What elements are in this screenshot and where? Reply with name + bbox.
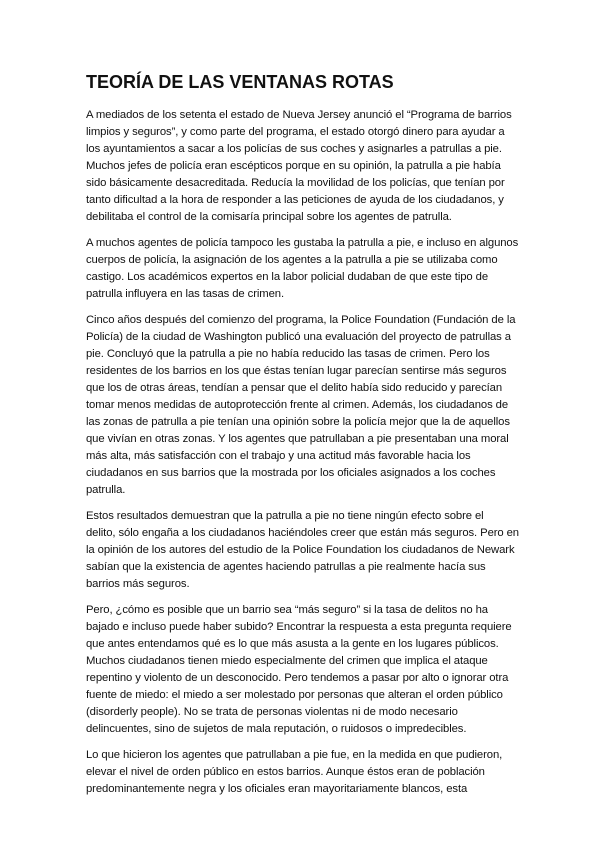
paragraph	[86, 107, 518, 226]
text-line: sabían que la existencia de agentes haciendo patrullas a pie realmente hacía sus	[86, 561, 486, 573]
text-line: Pero, ¿cómo es posible que un barrio sea “más seguro” si la tasa de delitos no ha	[86, 604, 488, 616]
text-line: barrios más seguros.	[86, 578, 190, 590]
text-line: ciudadanos en sus barrios que la mostrada por los oficiales asignados a los coches	[86, 467, 496, 479]
text-line: (disorderly people). No se trata de personas violentas ni de modo necesario	[86, 706, 458, 718]
text-line: tanto dificultad a la hora de responder a las peticiones de ayuda de los ciudadanos, y	[86, 194, 504, 206]
text-line: Muchos jefes de policía eran escépticos porque en su opinión, la patrulla a pie había	[86, 160, 501, 172]
text-line: castigo. Los académicos expertos en la labor policial dudaban de que este tipo de	[86, 271, 488, 283]
text-line: residentes de los barrios en los que éstas tenían lugar parecían sentirse más seguros	[86, 365, 507, 377]
text-line: que los de otras áreas, tendían a pensar que el delito había sido reducido y parecían	[86, 382, 503, 394]
paragraph	[86, 235, 518, 303]
text-line: Cinco años después del comienzo del programa, la Police Foundation (Fundación de la	[86, 314, 516, 326]
text-line: A muchos agentes de policía tampoco les gustaba la patrulla a pie, e incluso en algunos	[86, 237, 519, 249]
text-line: bajado e incluso puede haber subido? Encontrar la respuesta a esta pregunta requiere	[86, 621, 512, 633]
text-line: tomar menos medidas de autoprotección frente al crimen. Además, los ciudadanos de	[86, 399, 509, 411]
text-line: que vivían en otras zonas. Y los agentes que patrullaban a pie presentaban una moral	[86, 433, 509, 445]
text-line: elevar el nivel de orden público en estos barrios. Aunque éstos eran de población	[86, 766, 485, 778]
text-line: la opinión de los autores del estudio de la Police Foundation los ciudadanos de Newark	[86, 544, 515, 556]
text-line: Policía) de la ciudad de Washington publicó una evaluación del proyecto de patrullas a	[86, 331, 511, 343]
text-line: patrulla.	[86, 484, 126, 496]
text-line: Lo que hicieron los agentes que patrullaban a pie fue, en la medida en que pudieron,	[86, 749, 503, 761]
document-body	[86, 107, 518, 807]
text-line: fuente de miedo: el miedo a ser molestado por personas que alteran el orden público	[86, 689, 503, 701]
text-line: sido básicamente desacreditada. Reducía la movilidad de los policías, que tenían por	[86, 177, 505, 189]
paragraph	[86, 312, 518, 499]
text-line: las zonas de patrulla a pie tenían una opinión sobre la policía mejor que la de aquellos	[86, 416, 510, 428]
text-line: Estos resultados demuestran que la patrulla a pie no tiene ningún efecto sobre el	[86, 510, 484, 522]
text-line: limpios y seguros”, y como parte del programa, el estado otorgó dinero para ayudar a	[86, 126, 505, 138]
text-line: delito, sólo engaña a los ciudadanos haciéndoles creer que están más seguros. Pero en	[86, 527, 519, 539]
text-line: que antes entendamos qué es lo que más asusta a la gente en los lugares públicos.	[86, 638, 499, 650]
text-line: delincuentes, sino de sujetos de mala reputación, o ruidosos o impredecibles.	[86, 723, 467, 735]
text-line: predominantemente negra y los oficiales eran mayoritariamente blancos, esta	[86, 783, 468, 795]
paragraph	[86, 602, 518, 738]
document-title: TEORÍA DE LAS VENTANAS ROTAS	[86, 72, 394, 92]
text-line: más alta, más satisfacción con el trabajo y una actitud más favorable hacia los	[86, 450, 471, 462]
text-line: pie. Concluyó que la patrulla a pie no había reducido las tasas de crimen. Pero los	[86, 348, 490, 360]
text-line: cuerpos de policía, la asignación de los agentes a la patrulla a pie se utilizaba como	[86, 254, 498, 266]
text-line: Muchos ciudadanos tienen miedo especialmente del crimen que implica el ataque	[86, 655, 488, 667]
text-line: debilitaba el control de la comisaría principal sobre los agentes de patrulla.	[86, 211, 452, 223]
paragraph	[86, 747, 518, 798]
text-line: patrulla influyera en las tasas de crimen.	[86, 288, 284, 300]
paragraph	[86, 508, 518, 593]
text-line: los ayuntamientos a sacar a los policías de sus coches y asignarles a patrullas a pie.	[86, 143, 502, 155]
text-line: A mediados de los setenta el estado de Nueva Jersey anunció el “Programa de barrios	[86, 109, 512, 121]
text-line: repentino y violento de un desconocido. Pero tendemos a pasar por alto o ignorar otra	[86, 672, 509, 684]
